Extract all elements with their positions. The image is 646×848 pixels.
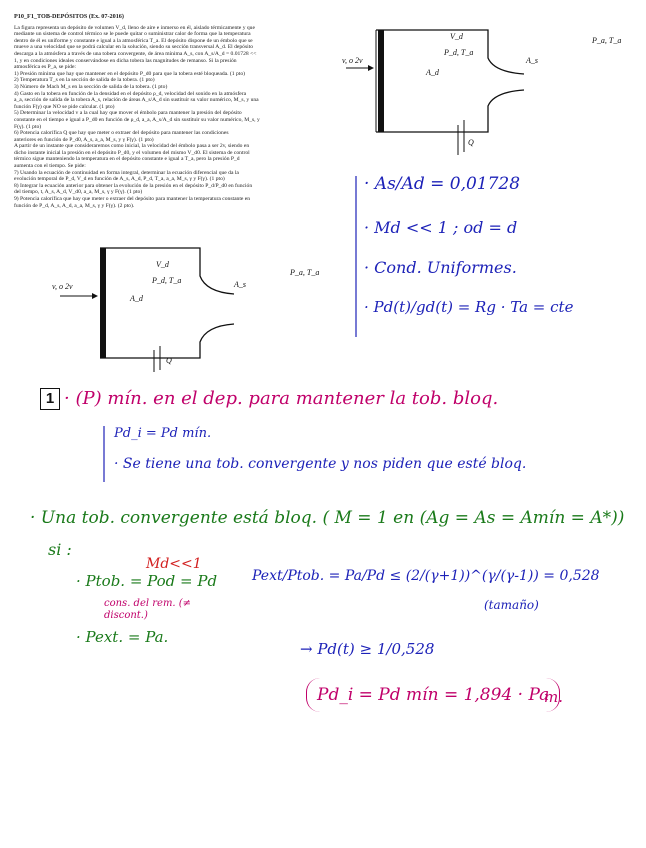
note-mach: · Md << 1 ; od = d xyxy=(364,218,518,237)
label-vd-top: V_d xyxy=(450,32,463,41)
label-as-bottom: A_s xyxy=(234,280,246,289)
statement-line: anteriores en función de P_d0, A_s, a_a, M_s, y γ F(γ). (1 pto) xyxy=(14,136,154,143)
result-formula: Pd_i = Pd mín = 1,894 · Pa xyxy=(317,685,550,705)
statement-line: evolución temporal de P_d, V_d en función de A_s, A_d, P_d, T_a, a_a, M_s, γ y F(γ). (1 pto) xyxy=(14,176,225,183)
problem-title: P10_F1_TOB-DEPÓSITOS (Ex. 07-2016) xyxy=(14,13,124,20)
statement-line: 5) Determinar la velocidad v a la cual hay que mover el émbolo para mantener la presión del depósito xyxy=(14,110,242,117)
statement-line: 7) Usando la ecuación de continuidad en forma integral, determinar la ecuación diferencial que da la xyxy=(14,169,239,176)
statement-line: dentro de él es uniforme y constante e igual a la atmosférica T_a. El depósito dispone de un émbolo que se xyxy=(14,37,253,44)
label-as-top: A_s xyxy=(526,56,538,65)
statement-line: F(γ). (1 pto) xyxy=(14,123,42,130)
statement-line: térmico sigue manteniendo la temperatura en el depósito constante e igual a T_a, pero la presión P_d xyxy=(14,156,240,163)
tank-diagram-bottom xyxy=(20,240,320,370)
label-pa-ta-top: P_a, T_a xyxy=(592,36,622,45)
green-blocked-line: · Una tob. convergente está bloq. ( M = 1 en (Ag = As = Amín = A*)) xyxy=(30,508,625,528)
given-notes xyxy=(350,172,640,342)
statement-line: dicho instante inicial la presión en el depósito P_d0, y el volumen del mismo V_d0. El sistema de control xyxy=(14,149,250,156)
statement-line: función F(γ) que NO se pide calcular. (1 pto) xyxy=(14,103,115,110)
item-number-box xyxy=(40,388,60,410)
line-ptob: · Ptob. = Pod = Pd xyxy=(76,572,218,590)
label-ad-top: A_d xyxy=(426,68,439,77)
label-velocity-bottom: v, o 2v xyxy=(52,282,73,291)
statement-line: 8) Integrar la ecuación anterior para obtener la evolución de la presión en el depósito P_d/P_d0 en función xyxy=(14,182,253,189)
si-label: si : xyxy=(48,540,72,559)
problem-statement xyxy=(14,14,324,209)
statement-line: 6) Potencia calorífica Q que hay que meter o extraer del depósito para mantener las condiciones xyxy=(14,130,229,137)
line-pext: · Pext. = Pa. xyxy=(76,628,169,646)
label-ad-bottom: A_d xyxy=(130,294,143,303)
statement-line: La figura representa un depósito de volumen V_d, lleno de aire e inmerso en él, aislado térmicamente y que xyxy=(14,24,255,31)
line-convergent: · Se tiene una tob. convergente y nos piden que esté bloq. xyxy=(114,456,527,472)
statement-line: 2) Temperatura T_s en la sección de salida de la tobera. (1 pto) xyxy=(14,77,155,84)
label-pd-ta-top: P_d, T_a xyxy=(444,48,474,57)
statement-line: mediante un sistema de control térmico se le puede quitar o suministrar calor de forma que la temperatura xyxy=(14,31,251,38)
inequality-line: → Pd(t) ≥ 1/0,528 xyxy=(300,640,435,658)
pressure-ratio: Pext/Ptob. = Pa/Pd ≤ (2/(γ+1))^(γ/(γ-1)) = 0,528 xyxy=(252,568,600,584)
statement-line: 9) Potencia calorífica que hay que meter o extraer del depósito para mantener la temperatura constante en xyxy=(14,196,251,203)
statement-line: 4) Gasto en la tobera en función de la densidad en el depósito ρ_d, velocidad del sonido en la atmósfera xyxy=(14,90,247,97)
result-suffix: m. xyxy=(544,688,563,706)
statement-line: descarga a la atmósfera a través de una tobera convergente, de área mínima A_s, con A_s/A_d = 0.01728 << xyxy=(14,50,257,57)
label-vd-bottom: V_d xyxy=(156,260,169,269)
result-box xyxy=(306,678,560,712)
solution-heading: · (P) mín. en el dep. para mantener la tob. bloq. xyxy=(64,388,499,409)
statement-line: 1, y en condiciones ideales conservándose en dicha tobera las magnitudes de remanso. Si la presión xyxy=(14,57,237,64)
label-q-top: Q xyxy=(468,138,474,147)
note-md-small: Md<<1 xyxy=(146,556,202,572)
item-number: 1 xyxy=(45,390,55,407)
label-pa-ta-bottom: P_a, T_a xyxy=(290,268,320,277)
tank-diagram-top xyxy=(338,20,568,150)
label-velocity-top: v, o 2v xyxy=(342,56,363,65)
statement-line: constante en el tiempo e igual a P_d0 en función de ρ_d, a_a, A_s/A_d sin sustituir su valor numérico, M_s, y xyxy=(14,116,260,123)
statement-line: atmosférica es P_a, se pide: xyxy=(14,64,76,71)
statement-line: función de P_d, A_s, A_d, a_a, M_s, γ y F(γ). (2 pto). xyxy=(14,202,135,209)
note-uniform: · Cond. Uniformes. xyxy=(364,258,517,277)
solution-bracket-block xyxy=(100,424,620,484)
note-area-ratio: · As/Ad = 0,01728 xyxy=(364,174,521,194)
line-pd-min: Pd_i = Pd mín. xyxy=(114,426,212,441)
tank-drawing-bottom xyxy=(20,240,320,370)
statement-line: del tiempo, t, A_s, A_d, V_d0, a_a, M_s, γ y F(γ). (1 pto) xyxy=(14,189,143,196)
label-pd-ta-bottom: P_d, T_a xyxy=(152,276,182,285)
ratio-note: (tamaño) xyxy=(484,598,539,612)
statement-line: 3) Número de Mach M_s en la sección de salida de la tobera. (1 pto) xyxy=(14,83,168,90)
statement-line: A partir de un instante que consideraremos como inicial, la velocidad del émbolo pasa a ser 2v, siendo en xyxy=(14,143,250,150)
note-conservation: cons. del rem. (≠ discont.) xyxy=(104,598,192,621)
solution-bracket xyxy=(100,424,110,484)
problem-body xyxy=(14,25,324,210)
statement-line: a_a, sección de salida de la tobera A_s, relación de áreas A_s/A_d sin sustituir su valor numérico, M_s, y una xyxy=(14,97,259,104)
statement-line: aumenta con el tiempo. Se pide: xyxy=(14,163,86,170)
statement-line: 1) Presión mínima que hay que mantener en el depósito P_d0 para que la tobera esté bloqueada. (1 pto) xyxy=(14,70,245,77)
label-q-bottom: Q xyxy=(166,356,172,365)
notes-bracket xyxy=(350,172,364,342)
statement-line: mueve a una velocidad que se podrá calcular en la solución, siendo su sección transversal A_d. El depósito xyxy=(14,44,254,51)
note-gas-law: · Pd(t)/gd(t) = Rg · Ta = cte xyxy=(364,298,574,316)
